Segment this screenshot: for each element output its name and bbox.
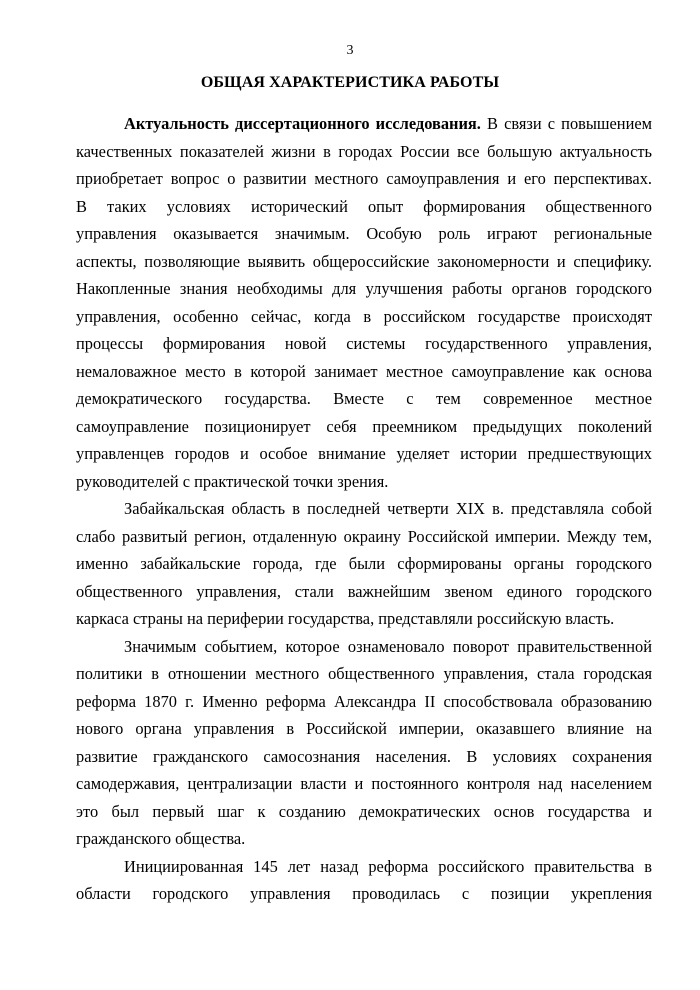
body-text: [76, 110, 652, 908]
paragraph: [76, 633, 652, 853]
text-line: развитие гражданского самосознания населения. В условиях сохранения: [76, 746, 652, 766]
section-title: ОБЩАЯ ХАРАКТЕРИСТИКА РАБОТЫ: [200, 74, 500, 91]
text-line: аспекты, позволяющие выявить общероссийские закономерности и специфику.: [76, 251, 652, 271]
text-line: качественных показателей жизни в городах России все большую актуальность: [76, 141, 652, 161]
text-line: области городского управления проводилась с позиции укрепления: [76, 884, 652, 903]
paragraph: [76, 110, 652, 495]
text-line: Накопленные знания необходимы для улучшения работы органов городского: [76, 279, 652, 298]
paragraph: [76, 495, 652, 633]
text-line: самоуправление позиционирует себя преемником предыдущих поколений: [76, 416, 652, 436]
text-line: именно забайкальские города, где были сформированы органы городского: [76, 554, 652, 573]
text-line: процессы формирования новой системы государственного управления,: [76, 334, 652, 353]
text-line: реформа 1870 г. Именно реформа Александра II способствовала образованию: [76, 691, 652, 711]
text-line: демократического государства. Вместе с тем современное местное: [76, 389, 652, 408]
text-line: каркаса страны на периферии государства, представляли российскую власть.: [76, 609, 615, 628]
text-line: политики в отношении местного общественного управления, стала городская: [76, 664, 652, 683]
text-line: это был первый шаг к созданию демократических основ государства и: [76, 801, 652, 821]
text-line: нового органа управления в Российской империи, оказавшего влияние на: [76, 719, 652, 738]
text-line: гражданского общества.: [76, 829, 246, 848]
lead-heading: Актуальность диссертационного исследования.: [124, 114, 481, 133]
line-text: В связи с повышением: [480, 114, 652, 133]
text-line: Значимым событием, которое ознаменовало поворот правительственной: [124, 636, 652, 656]
text-line: [76, 110, 652, 138]
text-line: управленцев городов и особое внимание уделяет истории предшествующих: [76, 444, 652, 463]
text-line: В таких условиях исторический опыт формирования общественного: [76, 196, 652, 216]
text-line: общественного управления, стали важнейшим звеном единого городского: [76, 581, 652, 601]
text-line: приобретает вопрос о развитии местного самоуправления и его перспективах.: [76, 169, 652, 188]
text-line: руководителей с практической точки зрения.: [76, 471, 389, 491]
text-line: самодержавия, централизации власти и постоянного контроля над населением: [76, 774, 652, 793]
text-line: Инициированная 145 лет назад реформа российского правительства в: [124, 856, 652, 876]
text-line: Забайкальская область в последней четверти XIX в. представляла собой: [124, 499, 652, 518]
text-line: немаловажное место в которой занимает местное самоуправление как основа: [76, 361, 652, 381]
text-line: управления, особенно сейчас, когда в российском государстве происходят: [76, 306, 652, 326]
text-line: управления оказывается значимым. Особую роль играют региональные: [76, 224, 652, 243]
page-number: 3: [346, 43, 354, 58]
text-line: слабо развитый регион, отдаленную окраину Российской империи. Между тем,: [76, 526, 652, 546]
paragraph: [76, 853, 652, 908]
